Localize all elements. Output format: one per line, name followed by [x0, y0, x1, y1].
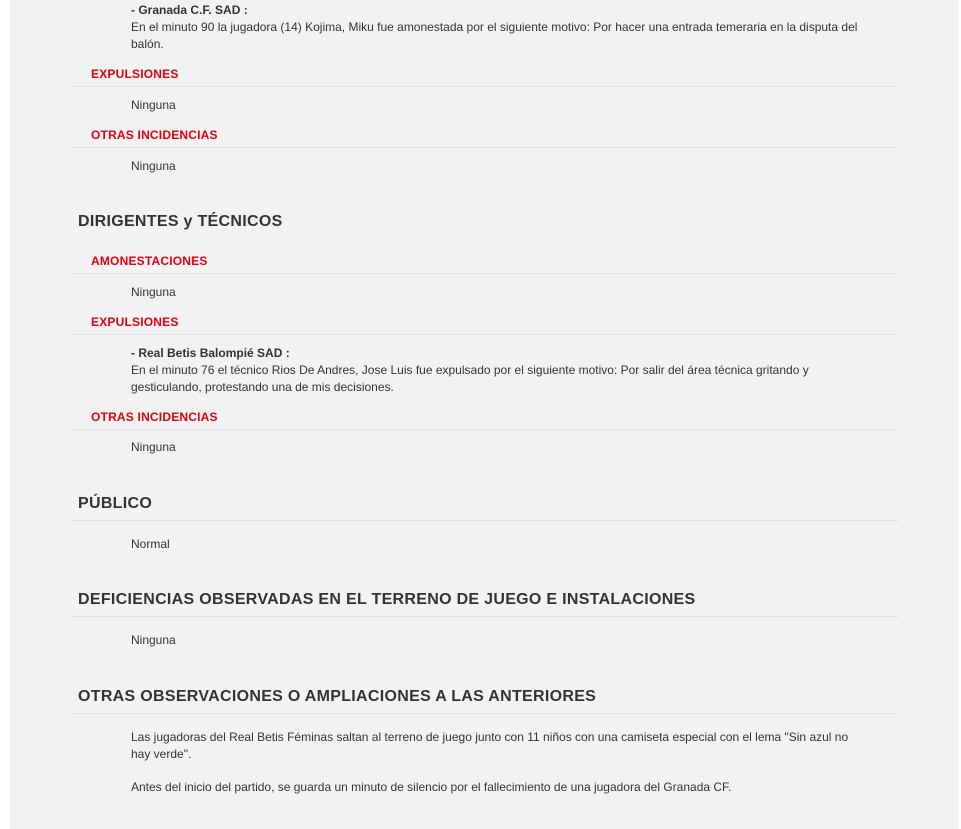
section-title-dirigentes: DIRIGENTES y TÉCNICOS [78, 213, 283, 230]
otras-incidencias-heading: OTRAS INCIDENCIAS [72, 123, 899, 148]
section-title-deficiencias: DEFICIENCIAS OBSERVADAS EN EL TERRENO DE JUEGO E INSTALACIONES [72, 584, 899, 617]
amonestacion-entry [72, 2, 898, 53]
incident-text: En el minuto 90 la jugadora (14) Kojima, Miku fue amonestada por el siguiente motivo: Por hacer una entrada temeraria en la disputa del balón. [131, 20, 858, 51]
team-name: - Granada C.F. SAD : [131, 3, 248, 17]
observaciones-text [72, 729, 898, 796]
otras-incidencias-value: Ninguna [131, 440, 176, 454]
amonestaciones-heading: AMONESTACIONES [72, 249, 899, 274]
expulsion-entry [72, 345, 898, 396]
incident-text: En el minuto 76 el técnico Rios De Andres, Jose Luis fue expulsado por el siguiente motivo: Por salir del área técnica gritando y gesticulando, protestando una de mis decisiones. [131, 363, 809, 394]
report-page [10, 0, 959, 829]
expulsiones-heading: EXPULSIONES [72, 310, 899, 335]
observacion-paragraph: Las jugadoras del Real Betis Féminas saltan al terreno de juego junto con 11 niños con una camiseta especial con el lema "Sin azul no hay verde". [131, 730, 849, 761]
section-title-otras-observaciones: OTRAS OBSERVACIONES O AMPLIACIONES A LAS ANTERIORES [72, 681, 899, 714]
otras-incidencias-heading: OTRAS INCIDENCIAS [72, 405, 899, 430]
amonestaciones-value: Ninguna [131, 285, 176, 299]
section-title-publico: PÚBLICO [72, 488, 899, 521]
publico-value: Normal [131, 537, 170, 551]
team-name: - Real Betis Balompié SAD : [131, 346, 290, 360]
deficiencias-value: Ninguna [131, 633, 176, 647]
expulsiones-value: Ninguna [131, 98, 176, 112]
otras-incidencias-value: Ninguna [131, 159, 176, 173]
expulsiones-heading: EXPULSIONES [72, 62, 899, 87]
observacion-paragraph: Antes del inicio del partido, se guarda un minuto de silencio por el fallecimiento de una jugadora del Granada CF. [131, 780, 732, 794]
